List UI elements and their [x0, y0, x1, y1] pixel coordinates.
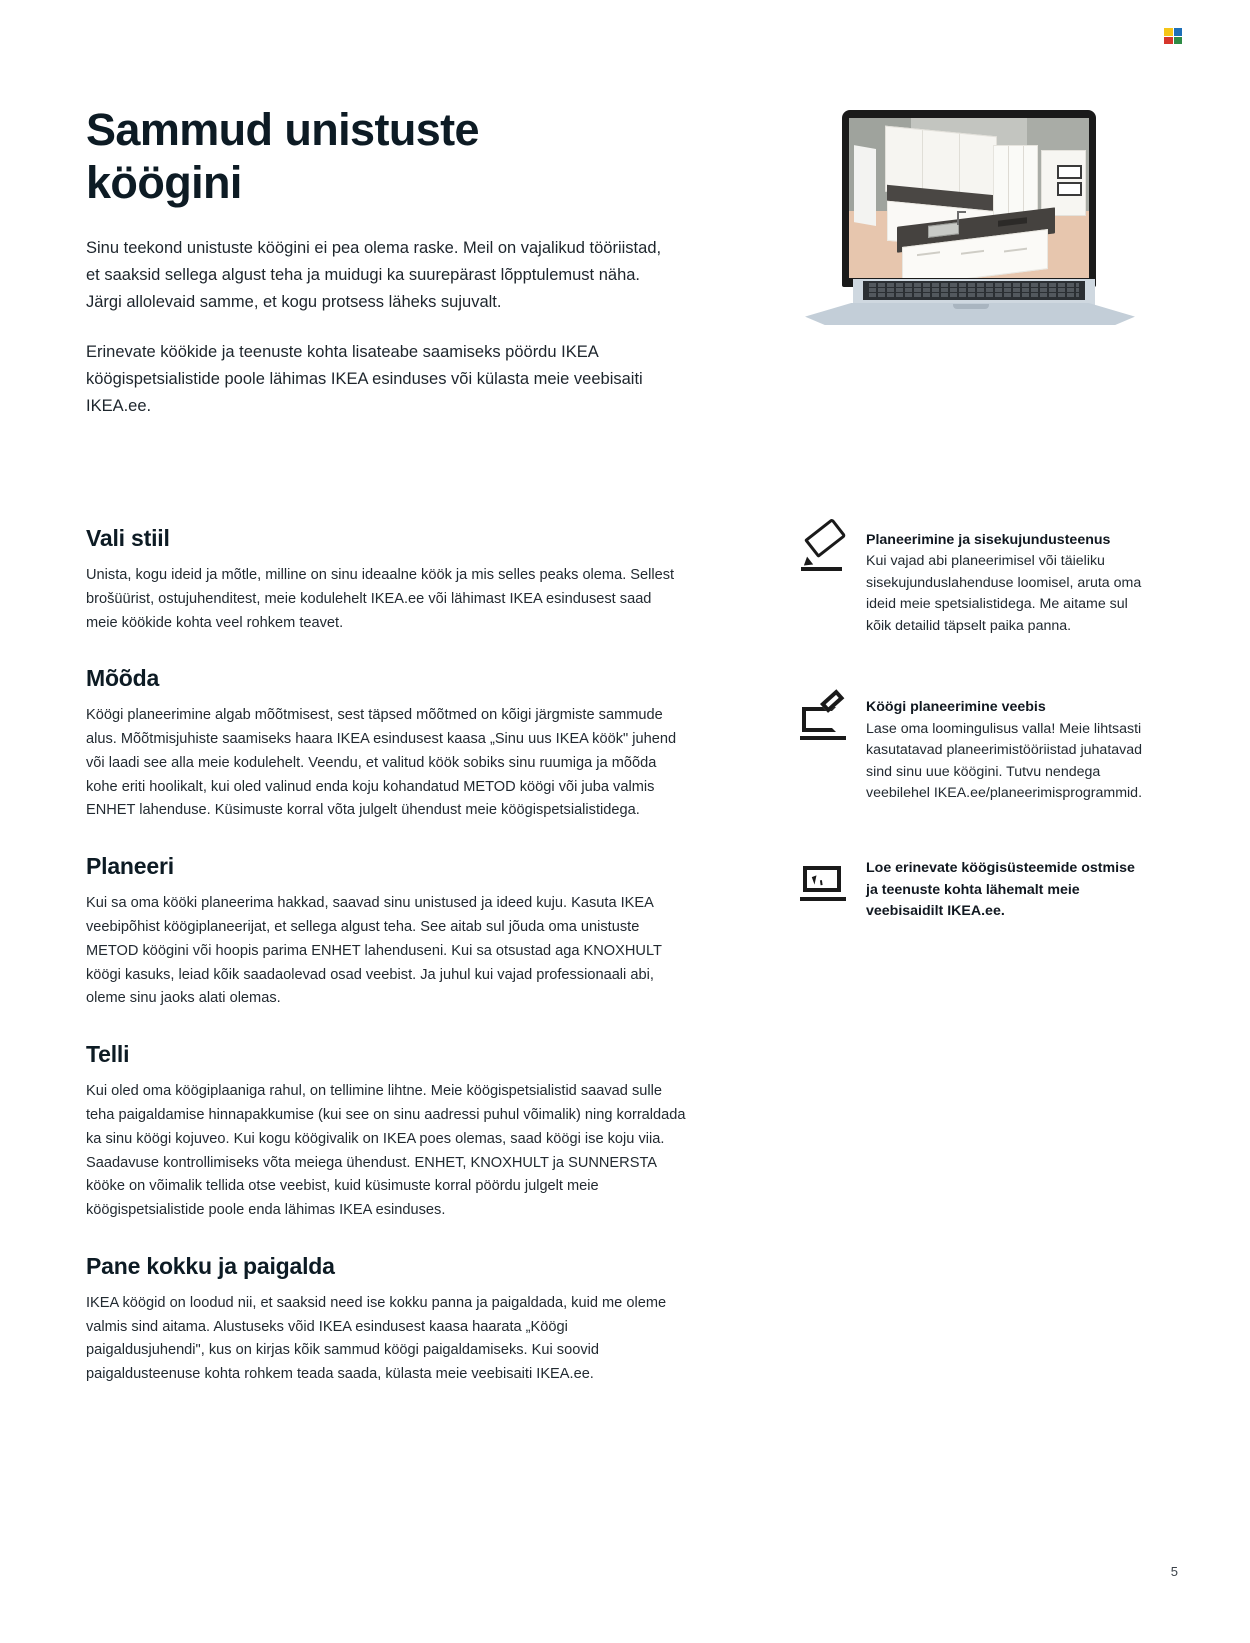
brand-logo-mark [1164, 28, 1182, 44]
laptop-base [805, 279, 1135, 327]
screen-pencil-icon [800, 701, 848, 745]
step-section-vali-stiil [86, 525, 686, 635]
pencil-icon [800, 534, 848, 578]
step-section-telli [86, 1041, 686, 1223]
hero-paragraph-2: Erinevate köökide ja teenuste kohta lisateabe saamiseks pöördu IKEA köögispetsialistide poole lähimas IKEA esinduses või külasta meie veebisaiti IKEA.ee. [86, 343, 643, 415]
step-section-pane-kokku-ja-paigalda [86, 1253, 686, 1387]
step-title: Pane kokku ja paigalda [86, 1252, 335, 1279]
page-number: 5 [1170, 1564, 1178, 1579]
step-section-planeeri [86, 853, 686, 1011]
laptop-lid [842, 110, 1096, 287]
services-column [800, 530, 1150, 975]
step-title: Telli [86, 1041, 130, 1068]
step-title: Mõõda [86, 665, 160, 692]
service-body: Kui vajad abi planeerimisel või täieliku sisekujunduslahenduse loomisel, aruta oma ideid meie spetsialistidega. Me aitame sul kõik detailid täpselt paika panna. [866, 553, 1142, 634]
monitor-cursor-icon [800, 861, 848, 905]
service-title: Planeerimine ja sisekujundusteenus [866, 532, 1111, 548]
steps-column [86, 525, 686, 1417]
laptop-kitchen-planner-illustration [800, 105, 1140, 330]
step-body: Kui oled oma köögiplaaniga rahul, on tellimine lihtne. Meie köögispetsialistid saavad sulle teha paigaldamise hinnapakkumise (kui see on sinu aadressi puhul võimalik) ning korraldada ka sinu köögi kojuveo. Kui kogu köögivalik on IKEA poes olemas, saad köögi ise koju viia. Saadavuse kontrollimiseks võta meiega ühendust. ENHET, KNOXHULT ja SUNNERSTA kööke on võimalik tellida otse veebist, kuid küsimuste korral pöördu julgelt meie köögispetsialistide poole enda lähimas IKEA esinduses. [86, 1083, 686, 1219]
laptop-screen-kitchen-render [849, 118, 1089, 278]
step-section-mooda [86, 665, 686, 823]
step-body: Kui sa oma kööki planeerima hakkad, saavad sinu unistused ja ideed kuju. Kasuta IKEA veebipõhist köögiplaneerijat, et sellega algust teha. See aitab sul jõuda oma unistuste METOD köögini või hoopis parima ENHET lahenduseni. Kui sa otsustad aga KNOXHULT köögi kasuks, leiad kõik saadaolevad osad veebist. Ja juhul kui vajad professionaali abi, oleme sinu jaoks alati olemas. [86, 895, 662, 1007]
hero-section [86, 104, 686, 444]
step-title: Vali stiil [86, 525, 170, 551]
hero-paragraph-1: Sinu teekond unistuste köögini ei pea olema raske. Meil on vajalikud tööriistad, et saaksid sellega algust teha ja muidugi ka suurepärast lõpptulemust näha. Järgi allolevaid samme, et kogu protsess läheks sujuvalt. [86, 239, 662, 311]
service-item-read-more-online [800, 857, 1150, 923]
service-item-planning-interior-design [800, 530, 1150, 637]
service-body: Lase oma loomingulisus valla! Meie lihtsasti kasutatavad planeerimistööriistad juhatavad sind sinu uue köögini. Tutvu nendega veebilehel IKEA.ee/planeerimisprogrammid. [866, 720, 1143, 802]
service-body: Loe erinevate köögisüsteemide ostmise ja teenuste kohta lähemalt meie veebisaidilt IKEA.ee. [866, 859, 1135, 920]
step-title: Planeeri [86, 853, 174, 880]
service-title: Köögi planeerimine veebis [866, 699, 1046, 716]
step-body: Köögi planeerimine algab mõõtmisest, sest täpsed mõõtmed on kõigi järgmiste sammude alus. Mõõtmisjuhiste saamiseks haara IKEA esindusest kaasa „Sinu uus IKEA köök" juhend või laadi see alla meie kodulehelt. Veendu, et valitud köök sobiks sinu ruumiga ja mõõda kohe eriti hoolikalt, kui oled valinud enda koju kohandatud METOD köögi või juba valmis ENHET lahenduse. Küsimuste korral võta julgelt ühendust meie köögispetsialistidega. [86, 707, 677, 819]
step-body: Unista, kogu ideid ja mõtle, milline on sinu ideaalne köök ja mis selles peaks olema. Sellest brošüürist, ostujuhenditest, meie kodulehelt IKEA.ee või lähimast IKEA esindusest saad meie köökide kohta veel rohkem teavet. [86, 567, 675, 631]
service-item-online-kitchen-planning [800, 697, 1150, 804]
step-body: IKEA köögid on loodud nii, et saaksid need ise kokku panna ja paigaldada, kuid me oleme valmis sind aitama. Alustuseks võid IKEA esindusest kaasa haarata „Köögi paigaldusjuhendi", kus on kirjas kõik sammud köögi paigaldamiseks. Kui soovid paigaldusteenuse kohta rohkem teada saada, külasta meie veebisaiti IKEA.ee. [86, 1294, 667, 1383]
page-title: Sammud unistuste köögini [86, 104, 479, 208]
